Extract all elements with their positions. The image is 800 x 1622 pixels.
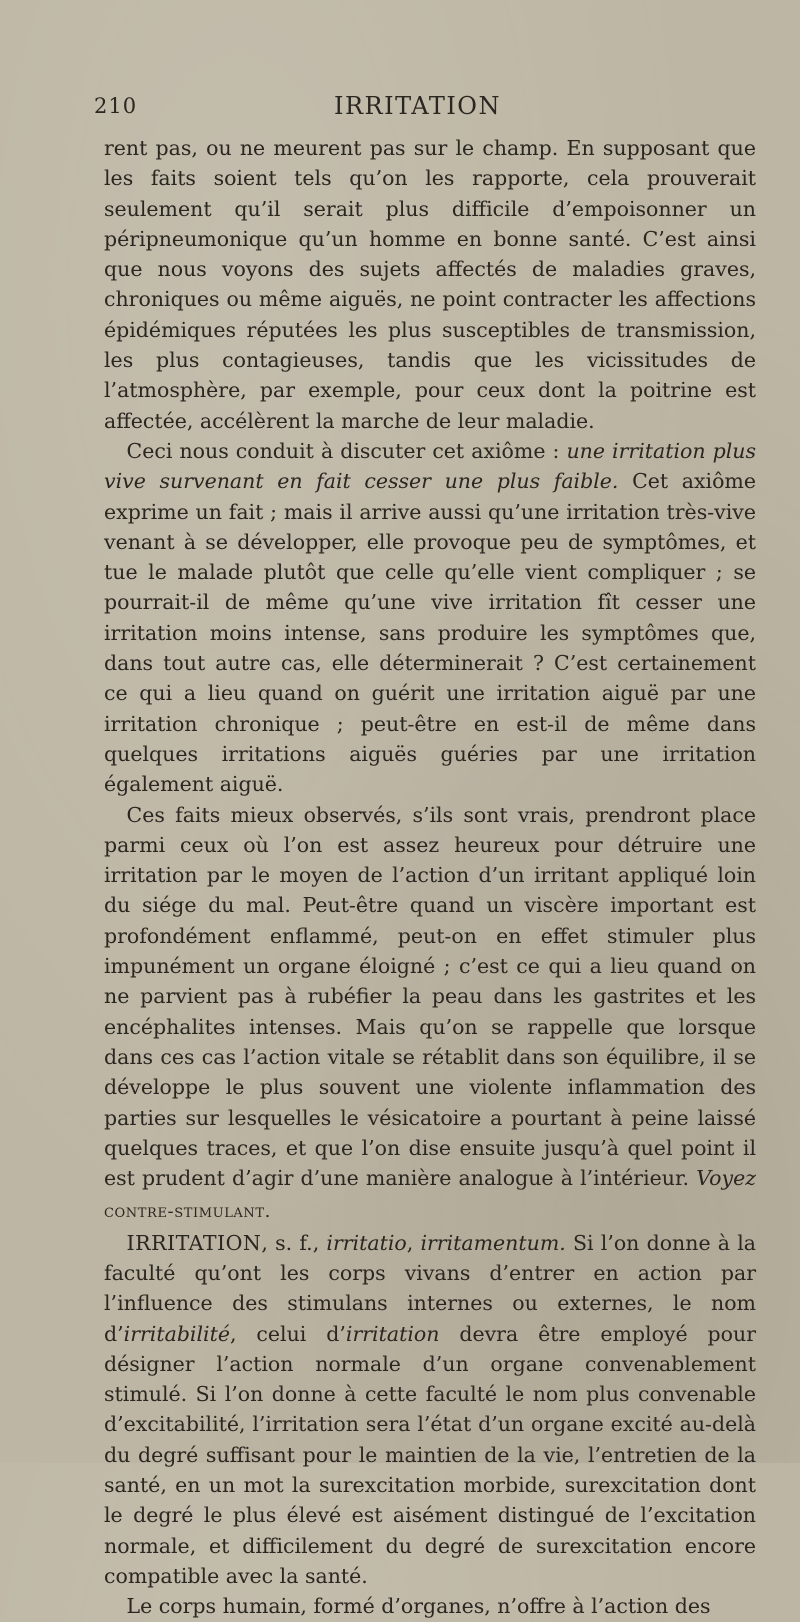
paragraph-text: , [406, 1230, 421, 1255]
axiom-italic: une irritation plus vive survenant en fait cesser une plus faible. [104, 438, 757, 494]
page-body [104, 133, 756, 1622]
page-number: 210 [94, 94, 138, 118]
term-italic: irritation [345, 1321, 440, 1346]
paragraph-text: Cet axiôme exprime un fait ; mais il arrive aussi qu’une irritation très-vive venant à se développer, elle provoque peu de symptômes, et tue le malade plutôt que celle qu’elle vient compliquer ; se pourrait-il de même qu’une vive irritation fît cesser une irritation moins intense, sans produire les symptômes que, dans tout autre cas, elle déterminerait ? C’est certainement ce qui a lieu quand on guérit une irritation aiguë par une irritation chronique ; peut-être en est-il de même dans quelques irritations aiguës guéries par une irritation également aiguë. [104, 469, 756, 797]
paragraph-text: , celui d’ [229, 1321, 346, 1346]
paragraph-text: devra être employé pour désigner l’action normale d’un organe convenablement stimulé. Si l’on donne à cette faculté le nom plus convenable d’excitabilité, l’irritation sera l’état d’un organe excité au-delà du degré suffisant pour le maintien de la vie, l’entretien de la santé, en un mot la surexcitation morbide, surexcitation dont le degré le plus élevé est aisément distingué de l’excitation normale, et difficilement du degré de surexcitation encore compatible avec la santé. [104, 1321, 757, 1588]
latin-term: irritatio [326, 1230, 407, 1255]
paragraph-continuation: rent pas, ou ne meurent pas sur le champ. En supposant que les faits soient tels qu’on les rapporte, cela prouverait seulement qu’il serait plus difficile d’empoisonner un péripneumonique qu’un homme en bonne santé. C’est ainsi que nous voyons des sujets affectés de maladies graves, chroniques ou même aiguës, ne point contracter les affections épidémiques réputées les plus susceptibles de transmission, les plus contagieuses, tandis que les vicissitudes de l’atmosphère, par exemple, pour ceux dont la poitrine est affectée, accélèrent la marche de leur maladie. [104, 136, 756, 433]
latin-term: irritamentum. [420, 1230, 566, 1255]
paragraph-observations [104, 800, 756, 1228]
paragraph-text: Si l’on donne à la faculté qu’ont les corps vivans d’entrer en action par l’influence des stimulans internes ou externes, le nom d’ [104, 1230, 756, 1346]
page-header [94, 92, 754, 126]
cross-reference: contre-stimulant. [104, 1201, 271, 1223]
running-head: IRRITATION [334, 92, 501, 120]
voyez-italic: Voyez [696, 1166, 756, 1191]
paragraph-text: Ces faits mieux observés, s’ils sont vrais, prendront place parmi ceux où l’on est assez heureux pour détruire une irritation par le moyen de l’action d’un irritant appliqué loin du siége du mal. Peut-être quand un viscère important est profondément enflammé, peut-on en effet stimuler plus impunément un organe éloigné ; c’est ce qui a lieu quand on ne parvient pas à rubéfier la peau dans les gastrites et les encéphalites intenses. Mais qu’on se rappelle que lorsque dans ces cas l’action vitale se rétablit dans son équilibre, il se développe le plus souvent une violente inflammation des parties sur lesquelles le vésicatoire a pourtant à peine laissé quelques traces, et que l’on dise ensuite jusqu’à quel point il est prudent d’agir d’une manière analogue à l’intérieur. [104, 802, 756, 1191]
term-italic: irritabilité [123, 1321, 230, 1346]
entry-headword: IRRITATION [126, 1230, 262, 1255]
paragraph-text: Ceci nous conduit à discuter cet axiôme : [126, 438, 567, 463]
paragraph-text: , s. f., [261, 1230, 327, 1255]
paragraph-last-line: Le corps humain, formé d’organes, n’offre à l’action des [126, 1594, 711, 1619]
paragraph-axiom [104, 436, 756, 800]
paragraph-entry-irritation [104, 1228, 756, 1592]
